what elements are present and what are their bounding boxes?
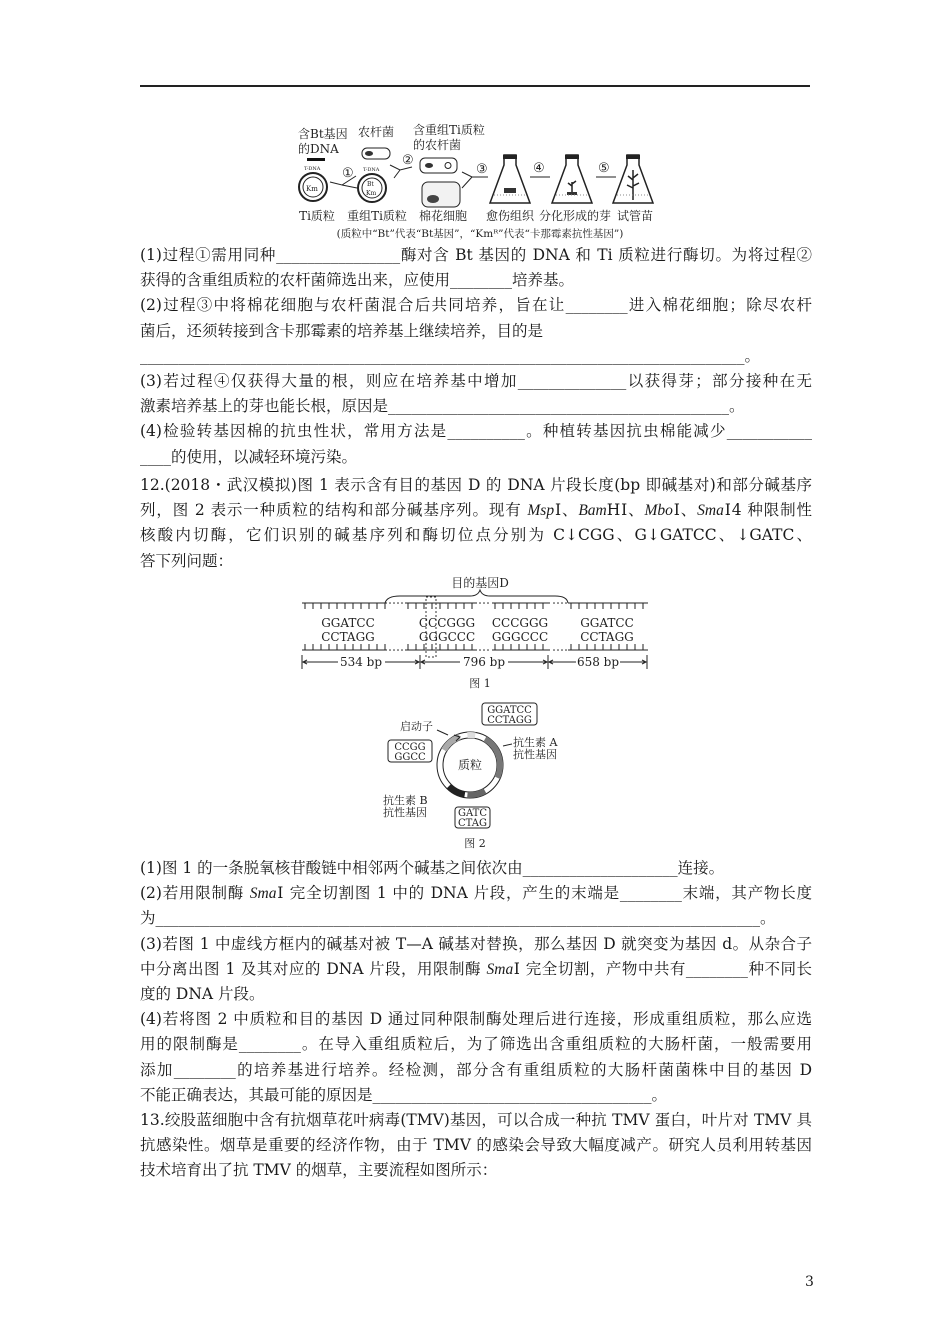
step-3: ③ (476, 162, 488, 177)
text-line (140, 1007, 812, 1032)
site-seq: GGCC (394, 752, 426, 763)
seq-bottom: GGGCCC (418, 630, 476, 644)
dna-label: 含Bt基因 (298, 127, 348, 141)
text-segment: 技术培育出了抗 TMV 的烟草，主要流程如图所示： (140, 1161, 498, 1180)
bt-label: Bt (367, 181, 374, 188)
ellipsis-dot (479, 602, 481, 604)
text-segment: 获得的含重组质粒的农杆菌筛选出来，应使用________培养基。 (140, 271, 575, 290)
diagram-caption: (质粒中“Bt”代表“Bt基因”，“Kmᴿ”代表“卡那霉素抗性基因”) (336, 228, 624, 240)
text-line (140, 394, 812, 419)
cotton-cell (422, 182, 460, 207)
text-segment: 用的限制酶是________。在导入重组质粒后，为了筛选出含重组质粒的大肠杆菌，一般需要用 (140, 1035, 812, 1054)
enzyme-name: Sma (249, 885, 277, 903)
question-11-body (140, 243, 812, 470)
fig1-caption: 图 1 (469, 677, 491, 690)
enzyme-name: Msp (527, 502, 555, 520)
ellipsis-dot (561, 602, 563, 604)
site-seq: CTAG (458, 818, 487, 829)
flask-shoot (552, 155, 592, 203)
step-1: ① (342, 166, 354, 181)
fig1-title: 目的基因D (451, 576, 509, 590)
ellipsis-dot (393, 649, 395, 651)
text-segment: 列，图 2 表示一种质粒的结构和部分碱基序列。现有 (140, 501, 528, 520)
text-segment: (4)若将图 2 中质粒和目的基因 D 通过同种限制酶处理后进行连接，形成重组质粒，那么应选 (140, 1010, 812, 1029)
text-line (140, 856, 812, 881)
step-5: ⑤ (598, 161, 610, 176)
text-segment: 添加________的培养基进行培养。经检测，部分含有重组质粒的大肠杆菌菌株中目的基因 D (140, 1060, 812, 1079)
text-segment: 抗感染性。烟草是重要的经济作物，由于 TMV 的感染会导致大幅度减产。研究人员利用转基因 (140, 1136, 812, 1155)
text-segment: ______________________________________________________________________________。 (140, 346, 761, 365)
text-line (140, 906, 812, 931)
promoter-arc (444, 737, 460, 750)
step-2: ② (402, 153, 414, 168)
text-segment: (3)若过程④仅获得大量的根，则应在培养基中增加______________以获得芽；部分接种在无 (140, 371, 812, 390)
length-label: 658 bp (576, 655, 620, 669)
text-line (140, 369, 812, 394)
gene-d-brace (385, 590, 568, 603)
length-label: 534 bp (339, 655, 383, 669)
site-seq: GATC (458, 808, 487, 819)
text-segment: 激素培养基上的芽也能长根，原因是____________________________________________。 (140, 397, 745, 416)
tdna-label: T-DNA (363, 167, 380, 173)
text-segment: 13.绞股蓝细胞中含有抗烟草花叶病毒(TMV)基因，可以合成一种抗 TMV 蛋白，叶片对 TMV 具 (140, 1110, 812, 1129)
text-segment: Ⅰ 完全切割图 1 中的 DNA 片段，产生的末端是________末端，其产物长度 (276, 884, 812, 903)
seq-bottom: CCTAGG (321, 630, 375, 644)
ellipsis-dot (557, 602, 559, 604)
bacterium-label: 农杆菌 (358, 125, 395, 139)
header-rule (140, 85, 810, 87)
text-line (140, 957, 812, 982)
flask-plantlet (613, 155, 653, 203)
seq-top: GGATCC (580, 616, 634, 630)
gene-b-arc (449, 786, 465, 794)
dna-fragment (307, 158, 325, 161)
stage-label: 分化形成的芽 (538, 209, 612, 223)
text-line (140, 243, 812, 268)
page-number: 3 (805, 1274, 814, 1290)
seq-bottom: GGGCCC (491, 630, 549, 644)
text-segment: Ⅰ、 (554, 501, 579, 520)
seq-top: CCCGGG (491, 616, 549, 630)
ti-plasmid (299, 166, 327, 201)
stage-label: 棉花细胞 (418, 209, 468, 223)
text-line (140, 1158, 812, 1183)
text-segment: HⅠ、 (606, 501, 645, 520)
ellipsis-dot (389, 602, 391, 604)
text-segment: Ⅰ 完全切割，产物中共有________种不同长 (513, 959, 812, 978)
seq-top: GGATCC (321, 616, 375, 630)
site-seq: CCGG (394, 742, 426, 753)
stage-label: 重组Ti质粒 (347, 209, 407, 223)
text-line (140, 319, 812, 344)
text-segment: Ⅰ4 种限制性 (723, 501, 812, 520)
site-seq: CCTAGG (487, 715, 532, 726)
promoter-label: 启动子 (400, 720, 433, 733)
gene-b-label: 抗生素 B (383, 794, 428, 807)
text-segment: (1)过程①需用同种________________酶对含 Bt 基因的 DNA 和 Ti 质粒进行酶切。为将过程② (140, 246, 812, 264)
text-segment: 度的 DNA 片段。 (140, 984, 265, 1003)
text-line (140, 1083, 812, 1108)
seq-bottom: CCTAGG (580, 630, 634, 644)
text-segment: 菌后，还须转接到含卡那霉素的培养基上继续培养，目的是 (140, 321, 544, 340)
gene-b-label: 抗性基因 (383, 806, 427, 819)
plasmid-label: 质粒 (457, 758, 483, 772)
ellipsis-dot (483, 602, 485, 604)
transgenic-cotton-process-diagram (290, 120, 690, 245)
text-segment: 中分离出图 1 及其对应的 DNA 片段，用限制酶 (140, 959, 487, 978)
text-segment: (3)若图 1 中虚线方框内的碱基对被 T—A 碱基对替换，那么基因 D 就突变为基因 d。从杂合子 (140, 934, 812, 953)
text-line (140, 881, 812, 906)
recombinant-ti-plasmid (358, 167, 386, 202)
text-line (140, 419, 812, 444)
ellipsis-dot (389, 649, 391, 651)
ellipsis-dot (561, 649, 563, 651)
ellipsis-dot (487, 649, 489, 651)
text-line (140, 445, 812, 470)
text-line (140, 473, 812, 498)
text-segment: (2)过程③中将棉花细胞与农杆菌混合后共同培养，旨在让________进入棉花细胞；除尽农杆 (140, 296, 812, 315)
enzyme-name: Bam (578, 502, 607, 520)
text-line (140, 1108, 812, 1133)
site-seq: GGATCC (487, 705, 532, 716)
figure-2-plasmid (370, 700, 590, 850)
ellipsis-dot (401, 649, 403, 651)
ellipsis-dot (553, 649, 555, 651)
ellipsis-dot (397, 649, 399, 651)
text-line (140, 1058, 812, 1083)
ellipsis-dot (487, 602, 489, 604)
km-label: Km (306, 185, 318, 193)
ellipsis-dot (479, 649, 481, 651)
enzyme-name: Sma (486, 960, 514, 978)
text-segment: 答下列问题： (140, 551, 234, 570)
text-segment: (2)若用限制酶 (140, 884, 250, 903)
text-line (140, 932, 812, 957)
length-label: 796 bp (462, 655, 506, 669)
ellipsis-dot (397, 602, 399, 604)
text-segment: 12.(2018・武汉模拟)图 1 表示含有目的基因 D 的 DNA 片段长度(bp 即碱基对)和部分碱基序 (140, 476, 812, 494)
text-line (140, 982, 812, 1007)
ellipsis-dot (553, 602, 555, 604)
text-segment: (4)检验转基因棉的抗虫性状，常用方法是__________。种植转基因抗虫棉能减少___________ (140, 422, 812, 441)
ellipsis-dot (565, 602, 567, 604)
question-12-stem (140, 473, 812, 574)
km-label: Km (366, 190, 377, 197)
fig2-caption: 图 2 (464, 837, 486, 850)
dna-label: 的DNA (298, 142, 339, 156)
text-line (140, 1032, 812, 1057)
ellipsis-dot (565, 649, 567, 651)
text-segment: 为______________________________________________________________________________。 (140, 909, 776, 928)
recomb-bacterium-label: 的农杆菌 (413, 138, 462, 152)
step-4: ④ (533, 161, 545, 176)
enzyme-name: Sma (697, 502, 724, 520)
text-segment: (1)图 1 的一条脱氧核苷酸链中相邻两个碱基之间依次由____________________连接。 (140, 859, 725, 877)
figure-1-dna-fragment (290, 570, 660, 695)
text-segment: Ⅰ、 (672, 501, 698, 520)
stage-label: 试管苗 (616, 209, 654, 223)
flask-callus (490, 155, 530, 203)
ellipsis-dot (393, 602, 395, 604)
ellipsis-dot (483, 649, 485, 651)
stage-label: 愈伤组织 (485, 209, 535, 223)
gene-a-label: 抗生素 A (513, 736, 558, 749)
gene-a-label: 抗性基因 (513, 748, 557, 761)
stage-label: Ti质粒 (299, 209, 335, 223)
text-line (140, 523, 812, 548)
recomb-bacterium-label: 含重组Ti质粒 (413, 123, 485, 137)
text-line (140, 344, 812, 369)
text-segment: ____的使用，以减轻环境污染。 (140, 447, 358, 466)
enzyme-name: Mbo (644, 502, 673, 520)
text-segment: 不能正确表达，其最可能的原因是____________________________________。 (140, 1085, 668, 1104)
text-line (140, 268, 812, 293)
text-line (140, 293, 812, 318)
text-line (140, 1133, 812, 1158)
text-line (140, 498, 812, 523)
seq-top: CCCGGG (418, 616, 476, 630)
text-segment: 核酸内切酶，它们识别的碱基序列和酶切位点分别为 C↓CGG、G↓GATCC、↓GATC、 (140, 526, 812, 545)
ellipsis-dot (557, 649, 559, 651)
tdna-label: T-DNA (304, 166, 321, 172)
question-12-13-body (140, 856, 812, 1183)
ellipsis-dot (401, 602, 403, 604)
